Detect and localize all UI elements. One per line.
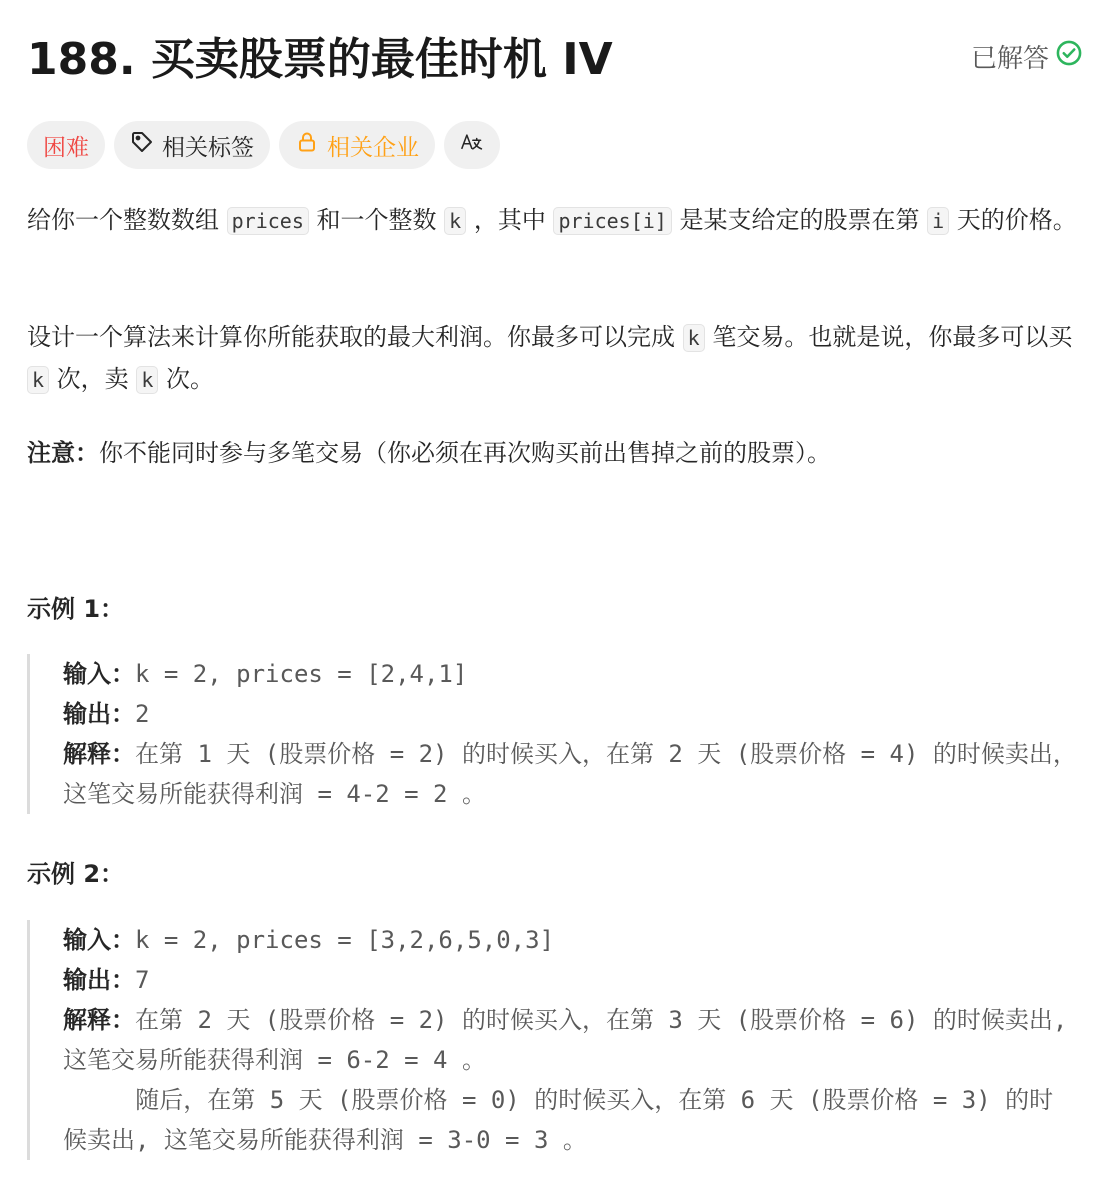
translate-button[interactable] xyxy=(444,121,500,169)
output-value: 2 xyxy=(135,700,150,728)
desc-text: 笔交易。也就是说，你最多可以买 xyxy=(704,323,1073,351)
check-circle-icon xyxy=(1055,39,1083,74)
example-1-title: 示例 1： xyxy=(27,595,125,623)
explanation-text: 在第 2 天 (股票价格 = 2) 的时候买入，在第 3 天 (股票价格 = 6) 的时候卖出, 这笔交易所能获得利润 = 6-2 = 4 。 随后，在第 5 天 (股票价格 = 0) 的时候买入，在第 6 天 (股票价格 = 3) 的时候卖出, 这笔交易所能获得利润 = 3-0 = 3 。 xyxy=(63,1006,1068,1154)
note-label: 注意： xyxy=(27,439,99,467)
explanation-label: 解释： xyxy=(63,740,135,768)
example-explanation-line xyxy=(63,734,1077,814)
solved-label: 已解答 xyxy=(970,44,1049,74)
note-text: 你不能同时参与多笔交易（你必须在再次购买前出售掉之前的股票）。 xyxy=(99,439,831,467)
tag-icon xyxy=(130,130,154,160)
input-label: 输入： xyxy=(63,926,135,954)
example-output-line xyxy=(63,960,1077,1000)
desc-text: 是某支给定的股票在第 xyxy=(671,206,928,234)
inline-code: k xyxy=(136,366,158,394)
companies-label: 相关企业 xyxy=(327,134,419,161)
difficulty-label: 困难 xyxy=(43,134,89,161)
inline-code: k xyxy=(444,207,466,235)
example-1-block xyxy=(27,654,1077,814)
tag-bar xyxy=(27,121,500,169)
output-label: 输出： xyxy=(63,966,135,994)
example-output-line xyxy=(63,694,1077,734)
difficulty-tag[interactable] xyxy=(27,121,105,169)
output-value: 7 xyxy=(135,966,150,994)
desc-text: 次，卖 xyxy=(49,365,137,393)
input-label: 输入： xyxy=(63,660,135,688)
output-label: 输出： xyxy=(63,700,135,728)
inline-code: prices[i] xyxy=(553,207,671,235)
explanation-label: 解释： xyxy=(63,1006,135,1034)
topics-tag-button[interactable] xyxy=(114,121,270,169)
companies-tag-button[interactable] xyxy=(279,121,435,169)
topics-label: 相关标签 xyxy=(162,134,254,161)
input-value: k = 2, prices = [3,2,6,5,0,3] xyxy=(135,926,555,954)
desc-text: 设计一个算法来计算你所能获取的最大利润。你最多可以完成 xyxy=(27,323,683,351)
desc-text: 给你一个整数数组 xyxy=(27,206,227,234)
example-input-line xyxy=(63,654,1077,694)
desc-text: ，其中 xyxy=(466,206,554,234)
example-2-title: 示例 2： xyxy=(27,860,125,888)
translate-icon xyxy=(460,130,484,160)
explanation-text: 在第 1 天 (股票价格 = 2) 的时候买入，在第 2 天 (股票价格 = 4) 的时候卖出，这笔交易所能获得利润 = 4-2 = 2 。 xyxy=(63,740,1077,808)
desc-text: 天的价格。 xyxy=(949,206,1077,234)
problem-title: 188. 买卖股票的最佳时机 IV xyxy=(27,34,613,85)
desc-text: 次。 xyxy=(158,365,214,393)
inline-code: i xyxy=(927,207,949,235)
solved-status xyxy=(971,38,1083,75)
note-paragraph xyxy=(27,433,1077,474)
desc-text: 和一个整数 xyxy=(308,206,445,234)
example-explanation-line xyxy=(63,1000,1077,1160)
example-input-line xyxy=(63,920,1077,960)
inline-code: k xyxy=(683,324,705,352)
inline-code: prices xyxy=(227,207,309,235)
inline-code: k xyxy=(27,366,49,394)
example-2-block xyxy=(27,920,1077,1160)
description-paragraph-1 xyxy=(27,200,1077,242)
input-value: k = 2, prices = [2,4,1] xyxy=(135,660,468,688)
lock-icon xyxy=(295,130,319,160)
description-paragraph-2 xyxy=(27,317,1077,401)
